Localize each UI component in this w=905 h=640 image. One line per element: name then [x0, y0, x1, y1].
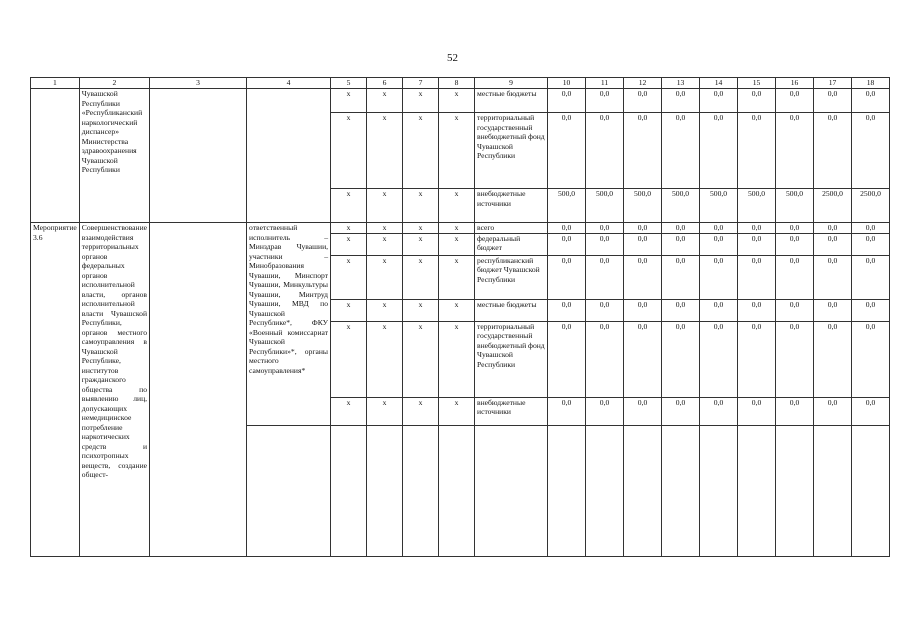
value-cell: 0,0: [814, 89, 852, 113]
value-cell: 0,0: [548, 321, 586, 397]
value-cell: 0,0: [586, 89, 624, 113]
block1-executor-text: Чувашской Республики «Республиканский наркологический диспансер» Министерства здравоохранения Чувашской Республики: [79, 89, 149, 223]
value-cell: 500,0: [738, 189, 776, 223]
header-cell: 11: [586, 78, 624, 89]
value-cell: 2500,0: [852, 189, 890, 223]
header-cell: 5: [331, 78, 367, 89]
value-cell: 0,0: [662, 233, 700, 255]
value-cell: 0,0: [700, 233, 738, 255]
value-cell: 0,0: [586, 223, 624, 234]
value-cell: 0,0: [586, 321, 624, 397]
value-cell: 2500,0: [814, 189, 852, 223]
header-cell: 2: [79, 78, 149, 89]
code-cell: x: [331, 89, 367, 113]
value-cell: 0,0: [586, 397, 624, 425]
value-cell: 0,0: [662, 299, 700, 321]
value-cell: 0,0: [548, 255, 586, 299]
value-cell: 0,0: [548, 89, 586, 113]
value-cell: 0,0: [776, 299, 814, 321]
value-cell: 0,0: [814, 255, 852, 299]
value-cell: 0,0: [548, 223, 586, 234]
value-cell: 0,0: [548, 113, 586, 189]
empty-cell: [475, 425, 548, 556]
funding-source: местные бюджеты: [475, 89, 548, 113]
header-row: [31, 78, 890, 89]
code-cell: x: [403, 113, 439, 189]
value-cell: 0,0: [738, 89, 776, 113]
value-cell: 0,0: [624, 233, 662, 255]
activity-executors: ответственный исполнитель – Минздрав Чувашии, участники – Минобразования Чувашии, Минспорт Чувашии, Минкультуры Чувашии, Минтруд Чувашии, МВД по Чувашской Республике*, ФКУ «Военный комиссариат Чувашской Республики»*, органы местного самоуправления*: [247, 223, 331, 426]
code-cell: x: [439, 321, 475, 397]
code-cell: x: [367, 255, 403, 299]
code-cell: x: [403, 189, 439, 223]
code-cell: x: [367, 397, 403, 425]
code-cell: x: [403, 255, 439, 299]
value-cell: 0,0: [776, 89, 814, 113]
value-cell: 0,0: [548, 233, 586, 255]
value-cell: 0,0: [586, 255, 624, 299]
funding-source: местные бюджеты: [475, 299, 548, 321]
empty-cell: [331, 425, 367, 556]
funding-source: территориальный государственный внебюджетный фонд Чувашской Республики: [475, 321, 548, 397]
value-cell: 500,0: [700, 189, 738, 223]
value-cell: 0,0: [586, 233, 624, 255]
table-row: [31, 223, 890, 234]
code-cell: x: [331, 321, 367, 397]
value-cell: 0,0: [738, 223, 776, 234]
empty-cell: [738, 425, 776, 556]
value-cell: 0,0: [662, 223, 700, 234]
code-cell: x: [439, 189, 475, 223]
empty-cell: [403, 425, 439, 556]
empty-cell: [439, 425, 475, 556]
activity-number: Мероприятие 3.6: [31, 223, 80, 557]
value-cell: 0,0: [852, 233, 890, 255]
value-cell: 0,0: [624, 321, 662, 397]
header-cell: 1: [31, 78, 80, 89]
activity-description: Совершенствование взаимодействия территориальных органов федеральных органов исполнительной власти, органов исполнительной власти Чувашской Республики, органов местного самоуправления в Чувашской Республике, институтов гражданского общества по выявлению лиц, допускающих немедицинское потребление наркотических средств и психотропных веществ, создание общест-: [79, 223, 149, 557]
empty-cell: [852, 425, 890, 556]
value-cell: 0,0: [814, 321, 852, 397]
code-cell: x: [439, 299, 475, 321]
empty-cell: [367, 425, 403, 556]
value-cell: 0,0: [624, 299, 662, 321]
value-cell: 0,0: [700, 223, 738, 234]
value-cell: 0,0: [624, 255, 662, 299]
value-cell: 0,0: [624, 223, 662, 234]
code-cell: x: [439, 223, 475, 234]
value-cell: 0,0: [814, 223, 852, 234]
code-cell: x: [367, 321, 403, 397]
code-cell: x: [331, 189, 367, 223]
code-cell: x: [331, 397, 367, 425]
value-cell: 500,0: [662, 189, 700, 223]
value-cell: 0,0: [624, 397, 662, 425]
value-cell: 0,0: [624, 113, 662, 189]
funding-source: федеральный бюджет: [475, 233, 548, 255]
code-cell: x: [331, 299, 367, 321]
value-cell: 0,0: [662, 89, 700, 113]
header-cell: 3: [150, 78, 247, 89]
code-cell: x: [403, 233, 439, 255]
code-cell: x: [331, 233, 367, 255]
value-cell: 0,0: [776, 113, 814, 189]
funding-source: внебюджетные источники: [475, 189, 548, 223]
funding-source: республиканский бюджет Чувашской Республики: [475, 255, 548, 299]
value-cell: 0,0: [738, 299, 776, 321]
value-cell: 0,0: [586, 299, 624, 321]
value-cell: 0,0: [814, 397, 852, 425]
funding-source: внебюджетные источники: [475, 397, 548, 425]
header-cell: 7: [403, 78, 439, 89]
value-cell: 0,0: [662, 255, 700, 299]
program-table: [30, 77, 890, 557]
value-cell: 0,0: [738, 233, 776, 255]
value-cell: 0,0: [814, 233, 852, 255]
header-cell: 17: [814, 78, 852, 89]
header-cell: 15: [738, 78, 776, 89]
code-cell: x: [403, 223, 439, 234]
code-cell: x: [331, 255, 367, 299]
code-cell: x: [367, 189, 403, 223]
header-cell: 4: [247, 78, 331, 89]
block1-col4: [247, 89, 331, 223]
value-cell: 0,0: [662, 397, 700, 425]
code-cell: x: [331, 113, 367, 189]
empty-cell: [662, 425, 700, 556]
value-cell: 0,0: [662, 113, 700, 189]
empty-cell: [586, 425, 624, 556]
value-cell: 0,0: [700, 89, 738, 113]
value-cell: 500,0: [624, 189, 662, 223]
value-cell: 0,0: [700, 397, 738, 425]
value-cell: 0,0: [586, 113, 624, 189]
code-cell: x: [403, 397, 439, 425]
empty-cell: [700, 425, 738, 556]
code-cell: x: [439, 255, 475, 299]
empty-cell: [247, 425, 331, 556]
header-cell: 9: [475, 78, 548, 89]
value-cell: 0,0: [738, 397, 776, 425]
value-cell: 0,0: [738, 113, 776, 189]
empty-cell: [624, 425, 662, 556]
value-cell: 0,0: [776, 233, 814, 255]
value-cell: 0,0: [814, 299, 852, 321]
value-cell: 0,0: [700, 321, 738, 397]
value-cell: 0,0: [776, 321, 814, 397]
code-cell: x: [367, 113, 403, 189]
value-cell: 0,0: [548, 299, 586, 321]
code-cell: x: [367, 223, 403, 234]
header-cell: 12: [624, 78, 662, 89]
funding-source: всего: [475, 223, 548, 234]
value-cell: 0,0: [700, 113, 738, 189]
table-row: [31, 89, 890, 113]
code-cell: x: [367, 299, 403, 321]
code-cell: x: [403, 89, 439, 113]
value-cell: 0,0: [852, 299, 890, 321]
value-cell: 0,0: [852, 223, 890, 234]
code-cell: x: [367, 233, 403, 255]
code-cell: x: [403, 299, 439, 321]
header-cell: 18: [852, 78, 890, 89]
value-cell: 0,0: [548, 397, 586, 425]
value-cell: 0,0: [776, 397, 814, 425]
header-cell: 8: [439, 78, 475, 89]
value-cell: 0,0: [624, 89, 662, 113]
block1-col3: [150, 89, 247, 223]
funding-source: территориальный государственный внебюджетный фонд Чувашской Республики: [475, 113, 548, 189]
value-cell: 0,0: [700, 255, 738, 299]
header-cell: 16: [776, 78, 814, 89]
page-number: 52: [447, 52, 458, 64]
value-cell: 0,0: [814, 113, 852, 189]
value-cell: 0,0: [852, 321, 890, 397]
value-cell: 0,0: [700, 299, 738, 321]
header-cell: 6: [367, 78, 403, 89]
code-cell: x: [439, 233, 475, 255]
value-cell: 500,0: [776, 189, 814, 223]
value-cell: 0,0: [776, 223, 814, 234]
empty-cell: [814, 425, 852, 556]
empty-cell: [776, 425, 814, 556]
code-cell: x: [403, 321, 439, 397]
value-cell: 0,0: [776, 255, 814, 299]
code-cell: x: [367, 89, 403, 113]
value-cell: 0,0: [852, 255, 890, 299]
code-cell: x: [439, 397, 475, 425]
value-cell: 500,0: [586, 189, 624, 223]
value-cell: 0,0: [852, 113, 890, 189]
header-cell: 13: [662, 78, 700, 89]
block1-col1: [31, 89, 80, 223]
code-cell: x: [331, 223, 367, 234]
value-cell: 500,0: [548, 189, 586, 223]
value-cell: 0,0: [852, 397, 890, 425]
value-cell: 0,0: [738, 255, 776, 299]
value-cell: 0,0: [738, 321, 776, 397]
value-cell: 0,0: [852, 89, 890, 113]
value-cell: 0,0: [662, 321, 700, 397]
header-cell: 14: [700, 78, 738, 89]
code-cell: x: [439, 89, 475, 113]
code-cell: x: [439, 113, 475, 189]
empty-cell: [548, 425, 586, 556]
header-cell: 10: [548, 78, 586, 89]
activity-col3: [150, 223, 247, 557]
